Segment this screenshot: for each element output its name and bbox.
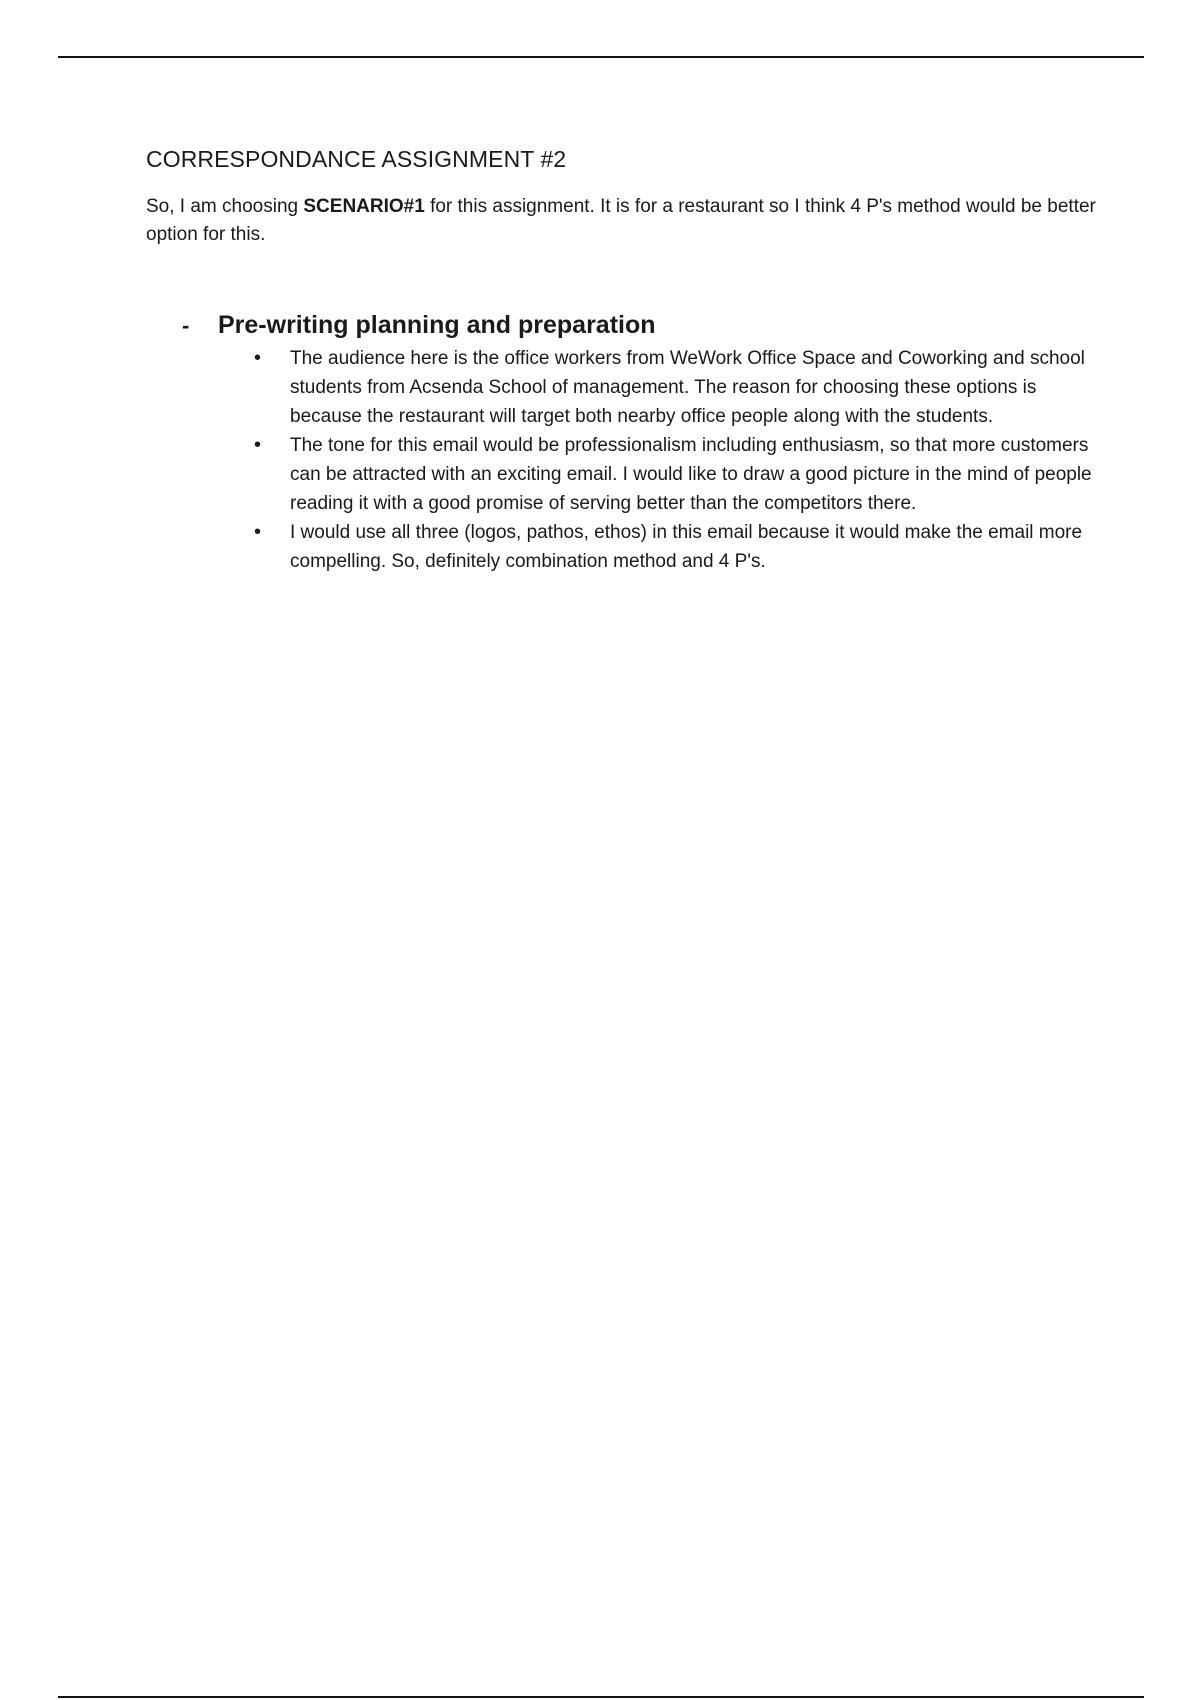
document-title: CORRESPONDANCE ASSIGNMENT #2 <box>146 146 567 172</box>
prewriting-section <box>146 311 1096 576</box>
footer-rule <box>58 1696 1144 1698</box>
intro-scenario-bold: SCENARIO#1 <box>303 196 425 217</box>
section-heading-text: Pre-writing planning and preparation <box>218 311 656 339</box>
section-heading <box>146 311 1096 340</box>
bullet-icon: • <box>254 347 262 369</box>
bullet-icon: • <box>254 521 262 543</box>
intro-paragraph <box>146 193 1096 249</box>
header-rule <box>58 56 1144 58</box>
list-item <box>254 518 1096 576</box>
list-item-text: The audience here is the office workers from WeWork Office Space and Coworking and school students from Acsenda School of management. The reason for choosing these options is because the restaurant will target both nearby office people along with the students. <box>290 348 1085 427</box>
dash-marker: - <box>182 313 190 338</box>
list-item-text: The tone for this email would be professionalism including enthusiasm, so that more customers can be attracted with an exciting email. I would like to draw a good picture in the mind of people reading it with a good promise of serving better than the competitors there. <box>290 435 1092 514</box>
intro-text-after: for this assignment. It is for a restaurant so I think 4 P's method would be better option for this. <box>146 196 1096 245</box>
list-item-text: I would use all three (logos, pathos, ethos) in this email because it would make the email more compelling. So, definitely combination method and 4 P's. <box>290 522 1083 572</box>
document-body <box>146 146 1096 576</box>
list-item <box>254 431 1096 518</box>
list-item <box>254 344 1096 431</box>
intro-text-before: So, I am choosing <box>146 196 304 217</box>
bullet-list <box>146 344 1096 576</box>
bullet-icon: • <box>254 434 262 456</box>
